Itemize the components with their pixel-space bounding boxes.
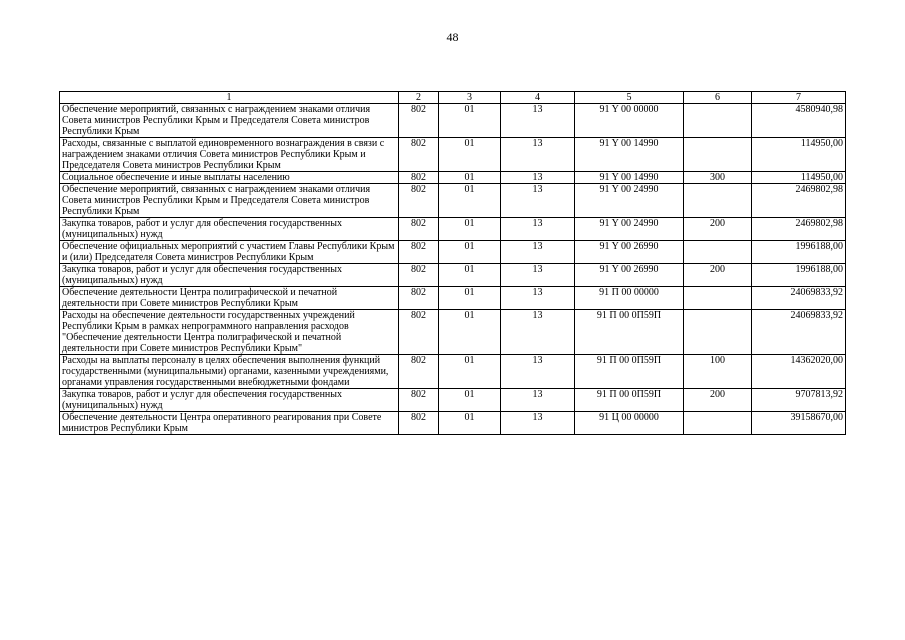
expense-type-code [684, 287, 752, 310]
amount: 4580940,98 [752, 104, 846, 138]
target-article-code: 91 Y 00 00000 [575, 104, 684, 138]
section-code: 01 [439, 264, 501, 287]
expense-name: Обеспечение мероприятий, связанных с награждением знаками отличия Совета министров Республики Крым и Председателя Совета министров Республики Крым [60, 184, 399, 218]
expense-name: Обеспечение деятельности Центра полиграфической и печатной деятельности при Совете министров Республики Крым [60, 287, 399, 310]
ministry-code: 802 [399, 138, 439, 172]
amount: 114950,00 [752, 138, 846, 172]
ministry-code: 802 [399, 184, 439, 218]
amount: 24069833,92 [752, 310, 846, 355]
ministry-code: 802 [399, 287, 439, 310]
ministry-code: 802 [399, 241, 439, 264]
budget-table [59, 91, 846, 435]
subsection-code: 13 [501, 241, 575, 264]
target-article-code: 91 П 00 0П59П [575, 389, 684, 412]
target-article-code: 91 П 00 00000 [575, 287, 684, 310]
expense-name: Обеспечение официальных мероприятий с участием Главы Республики Крым и (или) Председателя Совета министров Республики Крым [60, 241, 399, 264]
expense-name: Обеспечение деятельности Центра оперативного реагирования при Совете министров Республики Крым [60, 412, 399, 435]
column-header: 6 [684, 92, 752, 104]
amount: 2469802,98 [752, 218, 846, 241]
amount: 24069833,92 [752, 287, 846, 310]
section-code: 01 [439, 355, 501, 389]
expense-type-code [684, 138, 752, 172]
target-article-code: 91 П 00 0П59П [575, 310, 684, 355]
page-number: 48 [446, 30, 459, 44]
amount: 14362020,00 [752, 355, 846, 389]
expense-name: Закупка товаров, работ и услуг для обеспечения государственных (муниципальных) нужд [60, 218, 399, 241]
target-article-code: 91 Y 00 14990 [575, 172, 684, 184]
expense-name: Расходы на выплаты персоналу в целях обеспечения выполнения функций государственными (муниципальными) органами, казенными учреждениями, органами управления государственными внебюджетными фондами [60, 355, 399, 389]
table-row [60, 184, 846, 218]
subsection-code: 13 [501, 184, 575, 218]
section-code: 01 [439, 104, 501, 138]
section-code: 01 [439, 138, 501, 172]
subsection-code: 13 [501, 389, 575, 412]
subsection-code: 13 [501, 104, 575, 138]
column-header: 4 [501, 92, 575, 104]
table-row [60, 138, 846, 172]
subsection-code: 13 [501, 287, 575, 310]
table-row [60, 412, 846, 435]
table-row [60, 389, 846, 412]
table-row [60, 355, 846, 389]
section-code: 01 [439, 172, 501, 184]
column-header: 2 [399, 92, 439, 104]
expense-type-code: 300 [684, 172, 752, 184]
subsection-code: 13 [501, 138, 575, 172]
section-code: 01 [439, 218, 501, 241]
target-article-code: 91 Y 00 24990 [575, 218, 684, 241]
column-header: 5 [575, 92, 684, 104]
target-article-code: 91 Y 00 26990 [575, 264, 684, 287]
target-article-code: 91 П 00 0П59П [575, 355, 684, 389]
ministry-code: 802 [399, 355, 439, 389]
subsection-code: 13 [501, 264, 575, 287]
expense-name: Расходы, связанные с выплатой единовременного вознаграждения в связи с награждением знаками отличия Совета министров Республики Крым и Председателя Совета министров Республики Крым [60, 138, 399, 172]
subsection-code: 13 [501, 310, 575, 355]
subsection-code: 13 [501, 412, 575, 435]
ministry-code: 802 [399, 172, 439, 184]
section-code: 01 [439, 287, 501, 310]
target-article-code: 91 Y 00 26990 [575, 241, 684, 264]
section-code: 01 [439, 184, 501, 218]
table-row [60, 287, 846, 310]
expense-name: Расходы на обеспечение деятельности государственных учреждений Республики Крым в рамках непрограммного направления расходов "Обеспечение деятельности Центра полиграфической и печатной деятельности при Совете министров Республики Крым" [60, 310, 399, 355]
subsection-code: 13 [501, 172, 575, 184]
expense-type-code: 200 [684, 218, 752, 241]
expense-type-code: 200 [684, 389, 752, 412]
ministry-code: 802 [399, 310, 439, 355]
section-code: 01 [439, 412, 501, 435]
table-row [60, 218, 846, 241]
amount: 114950,00 [752, 172, 846, 184]
amount: 9707813,92 [752, 389, 846, 412]
table-row [60, 172, 846, 184]
amount: 2469802,98 [752, 184, 846, 218]
target-article-code: 91 Y 00 14990 [575, 138, 684, 172]
target-article-code: 91 Y 00 24990 [575, 184, 684, 218]
table-row [60, 264, 846, 287]
expense-name: Социальное обеспечение и иные выплаты населению [60, 172, 399, 184]
expense-type-code [684, 241, 752, 264]
ministry-code: 802 [399, 412, 439, 435]
expense-type-code [684, 412, 752, 435]
expense-type-code [684, 184, 752, 218]
ministry-code: 802 [399, 389, 439, 412]
column-header: 7 [752, 92, 846, 104]
ministry-code: 802 [399, 264, 439, 287]
expense-type-code: 100 [684, 355, 752, 389]
ministry-code: 802 [399, 218, 439, 241]
column-header: 1 [60, 92, 399, 104]
ministry-code: 802 [399, 104, 439, 138]
section-code: 01 [439, 389, 501, 412]
column-header: 3 [439, 92, 501, 104]
subsection-code: 13 [501, 355, 575, 389]
amount: 1996188,00 [752, 241, 846, 264]
expense-type-code [684, 104, 752, 138]
section-code: 01 [439, 241, 501, 264]
expense-name: Закупка товаров, работ и услуг для обеспечения государственных (муниципальных) нужд [60, 389, 399, 412]
section-code: 01 [439, 310, 501, 355]
amount: 1996188,00 [752, 264, 846, 287]
expense-type-code: 200 [684, 264, 752, 287]
table-row [60, 104, 846, 138]
table-row [60, 310, 846, 355]
amount: 39158670,00 [752, 412, 846, 435]
expense-name: Закупка товаров, работ и услуг для обеспечения государственных (муниципальных) нужд [60, 264, 399, 287]
expense-type-code [684, 310, 752, 355]
table-header-row [60, 92, 846, 104]
subsection-code: 13 [501, 218, 575, 241]
expense-name: Обеспечение мероприятий, связанных с награждением знаками отличия Совета министров Республики Крым и Председателя Совета министров Республики Крым [60, 104, 399, 138]
table-row [60, 241, 846, 264]
target-article-code: 91 Ц 00 00000 [575, 412, 684, 435]
